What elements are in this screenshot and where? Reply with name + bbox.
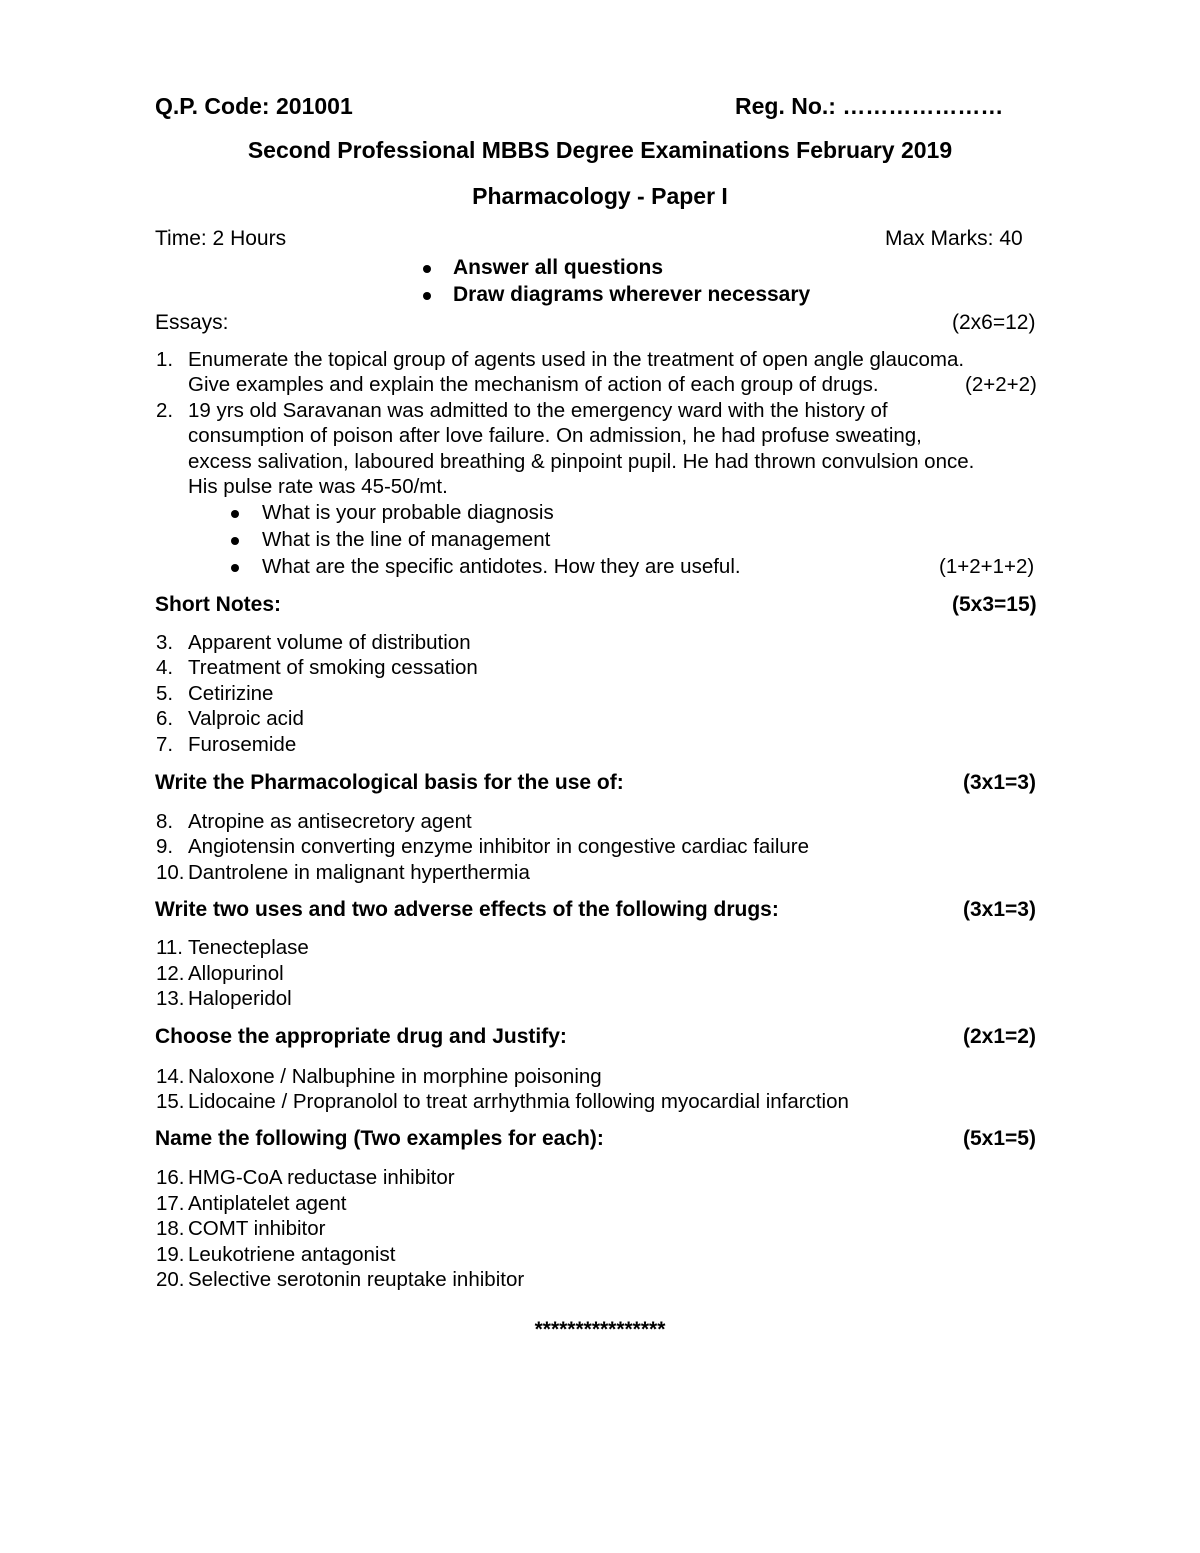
q2-marks: (1+2+1+2)	[939, 555, 1035, 578]
bullet-icon	[231, 510, 239, 518]
name-following-marks: (5x1=5)	[963, 1127, 1036, 1150]
item-number: 17.	[156, 1192, 185, 1215]
item-number: 9.	[156, 835, 174, 858]
q1-line-1: Enumerate the topical group of agents used in the treatment of open angle glaucoma.	[188, 348, 965, 371]
list-item: Dantrolene in malignant hyperthermia	[188, 861, 530, 884]
item-number: 15.	[156, 1090, 185, 1113]
item-number: 5.	[156, 682, 174, 705]
item-number: 3.	[156, 631, 174, 654]
short-notes-heading: Short Notes:	[155, 593, 281, 616]
uses-adverse-heading: Write two uses and two adverse effects of the following drugs:	[155, 898, 779, 921]
paper-title: Pharmacology - Paper I	[472, 183, 728, 209]
q2-line-1: 19 yrs old Saravanan was admitted to the emergency ward with the history of	[188, 399, 888, 422]
item-number: 19.	[156, 1243, 185, 1266]
list-item: Lidocaine / Propranolol to treat arrhythmia following myocardial infarction	[188, 1090, 849, 1113]
q2-line-2: consumption of poison after love failure. On admission, he had profuse sweating,	[188, 424, 922, 447]
item-number: 18.	[156, 1217, 185, 1240]
item-number: 11.	[156, 936, 183, 959]
q2-line-3: excess salivation, laboured breathing & pinpoint pupil. He had thrown convulsion once.	[188, 450, 975, 473]
list-item: Antiplatelet agent	[188, 1192, 347, 1215]
q2-line-4: His pulse rate was 45-50/mt.	[188, 475, 448, 498]
time-label: Time: 2 Hours	[155, 227, 287, 250]
item-number: 13.	[156, 987, 185, 1010]
exam-title: Second Professional MBBS Degree Examinations February 2019	[247, 137, 953, 163]
q2-number: 2.	[156, 399, 174, 422]
bullet-icon	[423, 265, 431, 273]
item-number: 20.	[156, 1268, 185, 1291]
short-notes-marks: (5x3=15)	[952, 593, 1037, 616]
name-following-heading: Name the following (Two examples for each):	[155, 1127, 604, 1150]
reg-no: Reg. No.: …………………	[735, 93, 1004, 119]
q1-marks: (2+2+2)	[965, 373, 1037, 396]
qp-code: Q.P. Code: 201001	[155, 93, 353, 119]
instruction-1: Answer all questions	[453, 256, 664, 279]
pharm-basis-heading: Write the Pharmacological basis for the use of:	[155, 771, 624, 794]
instruction-2: Draw diagrams wherever necessary	[453, 283, 811, 306]
list-item: Haloperidol	[188, 987, 292, 1010]
list-item: Allopurinol	[188, 962, 284, 985]
bullet-icon	[231, 564, 239, 572]
list-item: Furosemide	[188, 733, 297, 756]
q2-bullet-2: What is the line of management	[262, 528, 551, 551]
bullet-icon	[231, 537, 239, 545]
bullet-icon	[423, 292, 431, 300]
q2-bullet-3: What are the specific antidotes. How they are useful.	[262, 555, 741, 578]
list-item: Apparent volume of distribution	[188, 631, 471, 654]
list-item: COMT inhibitor	[188, 1217, 326, 1240]
list-item: Valproic acid	[188, 707, 304, 730]
list-item: Cetirizine	[188, 682, 274, 705]
pharm-basis-marks: (3x1=3)	[963, 771, 1036, 794]
item-number: 8.	[156, 810, 174, 833]
q1-line-2: Give examples and explain the mechanism of action of each group of drugs.	[188, 373, 879, 396]
item-number: 14.	[156, 1065, 185, 1088]
item-number: 7.	[156, 733, 174, 756]
choose-heading: Choose the appropriate drug and Justify:	[155, 1025, 567, 1048]
item-number: 12.	[156, 962, 185, 985]
list-item: Naloxone / Nalbuphine in morphine poisoning	[188, 1065, 602, 1088]
essays-marks: (2x6=12)	[952, 311, 1036, 334]
q1-number: 1.	[156, 348, 174, 371]
list-item: HMG-CoA reductase inhibitor	[188, 1166, 455, 1189]
choose-marks: (2x1=2)	[963, 1025, 1036, 1048]
item-number: 16.	[156, 1166, 185, 1189]
item-number: 10.	[156, 861, 185, 884]
list-item: Atropine as antisecretory agent	[188, 810, 472, 833]
list-item: Angiotensin converting enzyme inhibitor in congestive cardiac failure	[188, 835, 810, 858]
list-item: Selective serotonin reuptake inhibitor	[188, 1268, 525, 1291]
uses-adverse-marks: (3x1=3)	[963, 898, 1036, 921]
max-marks: Max Marks: 40	[885, 227, 1023, 250]
item-number: 6.	[156, 707, 174, 730]
list-item: Tenecteplase	[188, 936, 309, 959]
footer-stars: ****************	[534, 1318, 666, 1341]
list-item: Treatment of smoking cessation	[188, 656, 478, 679]
list-item: Leukotriene antagonist	[188, 1243, 396, 1266]
q2-bullet-1: What is your probable diagnosis	[262, 501, 554, 524]
item-number: 4.	[156, 656, 174, 679]
essays-heading: Essays:	[155, 311, 229, 334]
